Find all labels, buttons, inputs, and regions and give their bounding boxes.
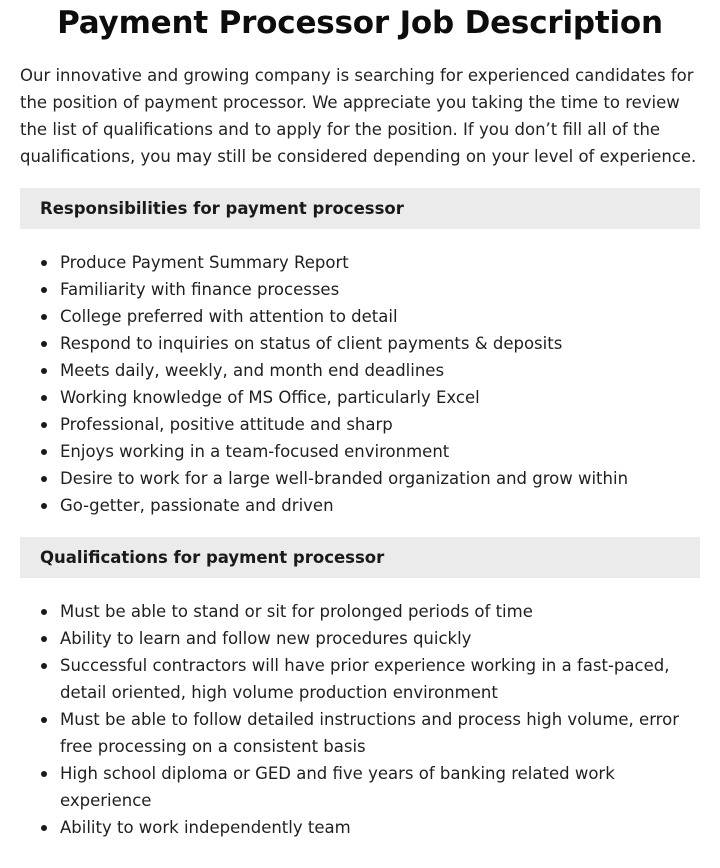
bullet-icon <box>41 449 47 455</box>
bullet-icon <box>41 260 47 266</box>
list-item-text: Familiarity with finance processes <box>60 280 340 299</box>
list-item-text: Go-getter, passionate and driven <box>60 496 334 515</box>
list-item <box>20 438 700 465</box>
list-item-text: Must be able to stand or sit for prolonged periods of time <box>60 602 533 621</box>
responsibilities-heading-label: Responsibilities for payment processor <box>40 199 404 218</box>
list-item-text: Ability to work independently team <box>60 818 351 837</box>
list-item <box>20 303 700 330</box>
intro-paragraph: Our innovative and growing company is searching for experienced candidates for the position of payment processor. We appreciate you taking the time to review the list of qualifications and to apply for the position. If you don’t fill all of the qualifications, you may still be considered depending on your level of experience. <box>20 66 697 166</box>
list-item <box>20 249 700 276</box>
responsibilities-heading <box>20 188 700 229</box>
bullet-icon <box>41 287 47 293</box>
list-item <box>20 652 700 706</box>
qualifications-heading <box>20 537 700 578</box>
list-item <box>20 276 700 303</box>
list-item-text: High school diploma or GED and five years of banking related work experience <box>60 764 615 810</box>
list-item <box>20 814 700 841</box>
list-item-text: Successful contractors will have prior experience working in a fast-paced, detail oriented, high volume production environment <box>60 656 670 702</box>
list-item-text: Must be able to follow detailed instructions and process high volume, error free processing on a consistent basis <box>60 710 679 756</box>
bullet-icon <box>41 609 47 615</box>
bullet-icon <box>41 395 47 401</box>
bullet-icon <box>41 368 47 374</box>
list-item <box>20 330 700 357</box>
list-item-text: Produce Payment Summary Report <box>60 253 349 272</box>
page-title: Payment Processor Job Description <box>57 5 663 41</box>
bullet-icon <box>41 314 47 320</box>
list-item-text: Working knowledge of MS Office, particularly Excel <box>60 388 480 407</box>
bullet-icon <box>41 422 47 428</box>
list-item <box>20 625 700 652</box>
list-item-text: Enjoys working in a team-focused environment <box>60 442 450 461</box>
bullet-icon <box>41 476 47 482</box>
bullet-icon <box>41 771 47 777</box>
bullet-icon <box>41 663 47 669</box>
bullet-icon <box>41 341 47 347</box>
list-item <box>20 357 700 384</box>
list-item-text: Professional, positive attitude and sharp <box>60 415 393 434</box>
list-item <box>20 760 700 814</box>
list-item <box>20 411 700 438</box>
qualifications-list <box>20 578 700 841</box>
list-item <box>20 492 700 519</box>
bullet-icon <box>41 503 47 509</box>
list-item <box>20 598 700 625</box>
list-item-text: Meets daily, weekly, and month end deadlines <box>60 361 445 380</box>
bullet-icon <box>41 717 47 723</box>
list-item-text: Desire to work for a large well-branded organization and grow within <box>60 469 629 488</box>
bullet-icon <box>41 825 47 831</box>
list-item <box>20 465 700 492</box>
bullet-icon <box>41 636 47 642</box>
list-item-text: College preferred with attention to detail <box>60 307 398 326</box>
responsibilities-list <box>20 229 700 519</box>
qualifications-heading-label: Qualifications for payment processor <box>40 548 385 567</box>
list-item-text: Respond to inquiries on status of client payments & deposits <box>60 334 563 353</box>
list-item <box>20 706 700 760</box>
list-item <box>20 384 700 411</box>
list-item-text: Ability to learn and follow new procedures quickly <box>60 629 472 648</box>
